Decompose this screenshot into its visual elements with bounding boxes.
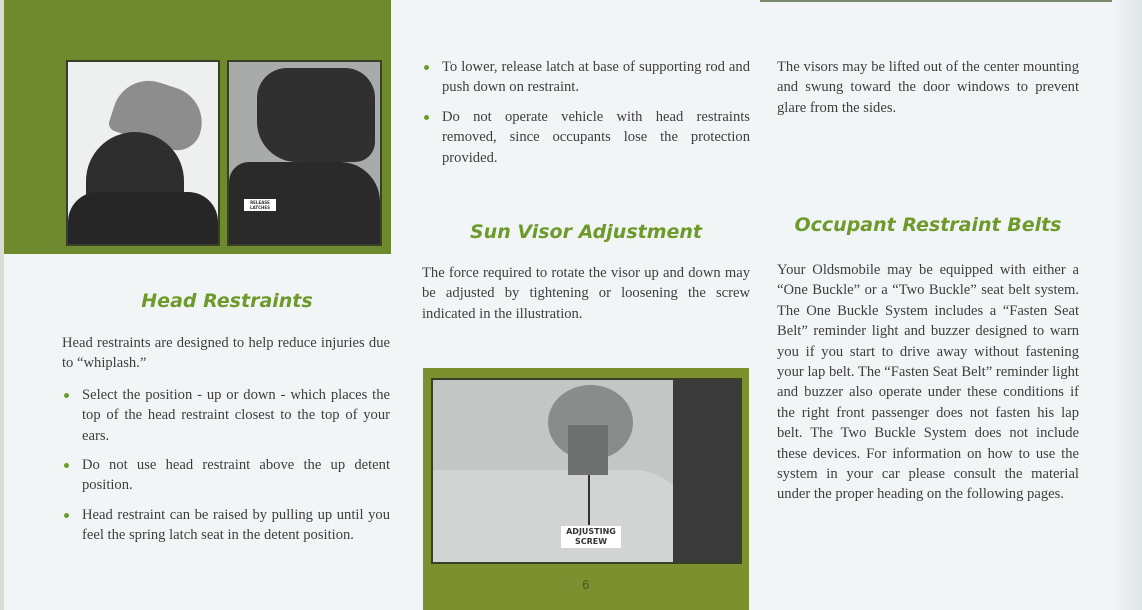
bullet-icon [64,393,69,398]
right-column-belts: Your Oldsmobile may be equipped with either a “One Buckle” or a “Two Buckle” seat belt system. The One Buckle System includes a “Fasten Seat Belt” reminder light and buzzer designed to warn you if you start to drive away without fastening your lap belt. The “Fasten Seat Belt” reminder light and buzzer also operate under these conditions if the right front passenger does not fasten his lap belt. The Two Buckle System does not include these devices. For information on how to use the system in your car please consult the material under the proper heading on the following pages. [777,262,1079,503]
adjusting-screw-label: ADJUSTING SCREW [561,526,621,548]
list-item: Do not operate vehicle with head restraints removed, since occupants lose the protection provided. [422,107,750,168]
list-item: Select the position - up or down - which places the top of the head restraint closest to the top of your ears. [62,385,390,446]
head-restraint-photo-1 [66,60,220,246]
page-edge [0,0,4,610]
left-column [62,333,390,555]
middle-column [422,57,750,177]
head-restraints-heading: Head Restraints [141,290,313,312]
sun-visor-photo [431,378,742,564]
sun-visor-heading: Sun Visor Adjustment [469,221,703,243]
head-restraints-intro: Head restraints are designed to help reduce injuries due to “whiplash.” [62,335,390,372]
sun-visor-text: The force required to rotate the visor up and down may be adjusted by tightening or loosening the screw indicated in the illustration. [422,265,750,322]
occupant-restraint-belts-heading: Occupant Restraint Belts [794,214,1062,236]
head-restraint-photo-2 [227,60,382,246]
page-number: 6 [582,578,590,592]
list-item: To lower, release latch at base of supporting rod and push down on restraint. [422,57,750,98]
top-edge-strip [760,0,1142,2]
list-item: Head restraint can be raised by pulling up until you feel the spring latch seat in the detent position. [62,505,390,546]
release-latches-label: RELEASE LATCHES [244,199,276,211]
right-column-visor: The visors may be lifted out of the center mounting and swung toward the door windows to prevent glare from the sides. [777,59,1079,116]
bullet-icon [64,513,69,518]
bullet-icon [424,115,429,120]
list-item: Do not use head restraint above the up detent position. [62,455,390,496]
page-fold-shadow [1112,0,1142,610]
bullet-icon [424,65,429,70]
bullet-icon [64,463,69,468]
